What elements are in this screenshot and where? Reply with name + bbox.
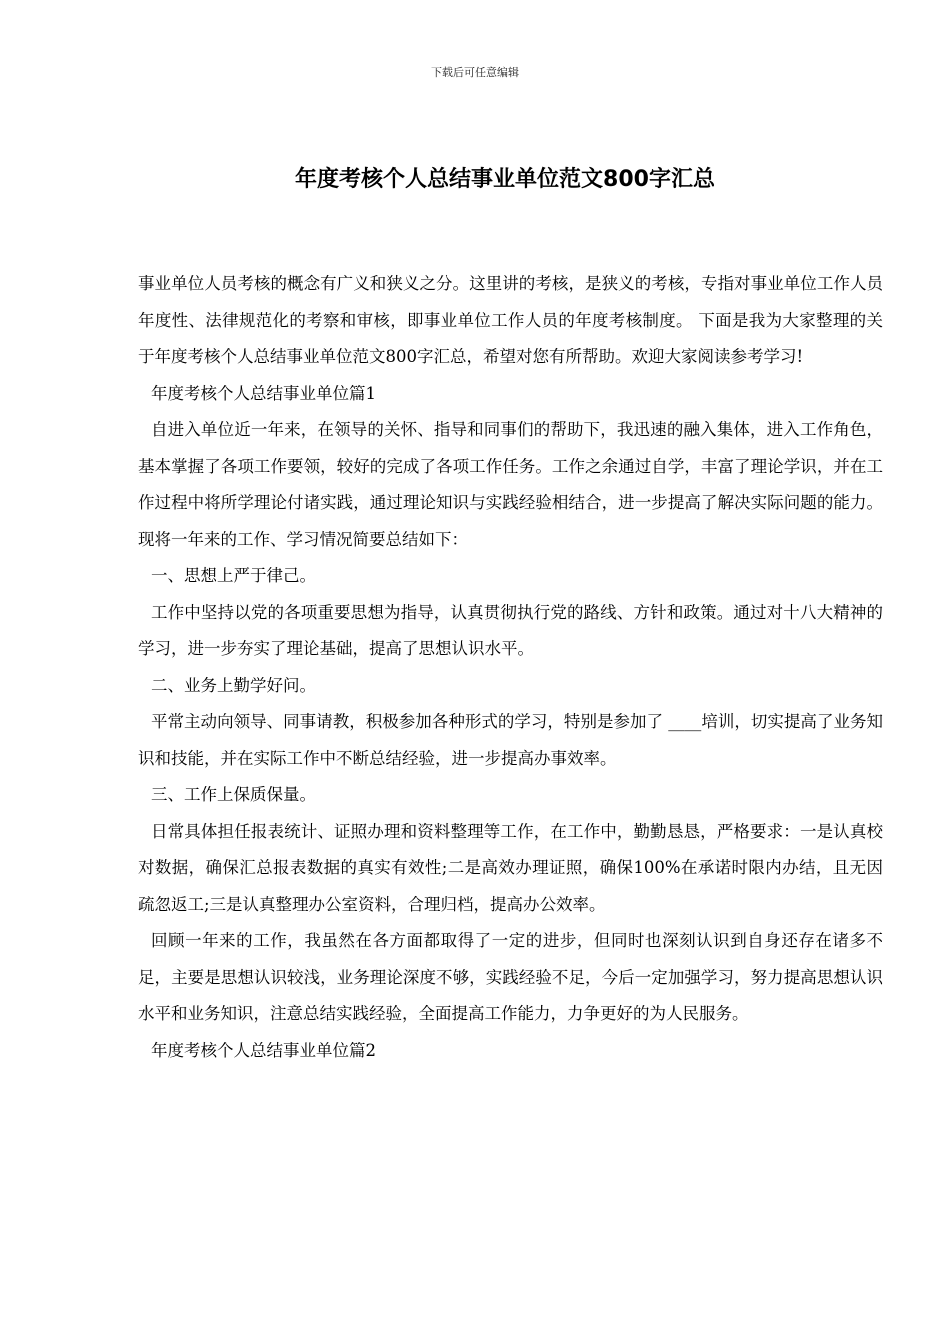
section-heading-2: 年度考核个人总结事业单位篇2 bbox=[151, 1040, 376, 1060]
subheading-business: 二、业务上勤学好问。 bbox=[151, 675, 316, 695]
header-note: 下载后可任意编辑 bbox=[431, 66, 519, 79]
subheading-work: 三、工作上保质保量。 bbox=[151, 785, 316, 804]
intro-paragraph: 事业单位人员考核的概念有广义和狭义之分。这里讲的考核，是狭义的考核，专指对事业单位工作人员年度性、法律规范化的考察和审核，即事业单位工作人员的年度考核制度。 下面是我为大家整理的关于年度考核个人总结事业单位范文800字汇总，希望对您有所帮助。欢迎大家阅读参考学习! bbox=[138, 274, 883, 366]
body-paragraph: 工作中坚持以党的各项重要思想为指导，认真贯彻执行党的路线、方针和政策。通过对十八大精神的学习，进一步夯实了理论基础，提高了思想认识水平。 bbox=[138, 602, 883, 658]
body-paragraph: 日常具体担任报表统计、证照办理和资料整理等工作，在工作中，勤勤恳恳，严格要求：一是认真校对数据，确保汇总报表数据的真实有效性;二是高效办理证照，确保100%在承诺时限内办结，且无因疏忽返工;三是认真整理办公室资料，合理归档，提高办公效率。 bbox=[138, 821, 883, 914]
document-body bbox=[138, 266, 883, 1069]
document-title: 年度考核个人总结事业单位范文800字汇总 bbox=[295, 167, 715, 192]
subheading-thought: 一、思想上严于律己。 bbox=[151, 566, 316, 585]
body-paragraph: 回顾一年来的工作，我虽然在各方面都取得了一定的进步，但同时也深刻认识到自身还存在诸多不足，主要是思想认识较浅，业务理论深度不够，实践经验不足，今后一定加强学习，努力提高思想认识水平和业务知识，注意总结实践经验，全面提高工作能力，力争更好的为人民服务。 bbox=[138, 931, 883, 1023]
section-heading-1: 年度考核个人总结事业单位篇1 bbox=[151, 383, 376, 403]
body-paragraph: 平常主动向领导、同事请教，积极参加各种形式的学习，特别是参加了 ____培训，切实提高了业务知识和技能，并在实际工作中不断总结经验，进一步提高办事效率。 bbox=[138, 712, 883, 768]
body-paragraph: 自进入单位近一年来，在领导的关怀、指导和同事们的帮助下，我迅速的融入集体，进入工作角色，基本掌握了各项工作要领，较好的完成了各项工作任务。工作之余通过自学，丰富了理论学识，并在工作过程中将所学理论付诸实践，通过理论知识与实践经验相结合，进一步提高了解决实际问题的能力。现将一年来的工作、学习情况简要总结如下： bbox=[138, 420, 883, 549]
